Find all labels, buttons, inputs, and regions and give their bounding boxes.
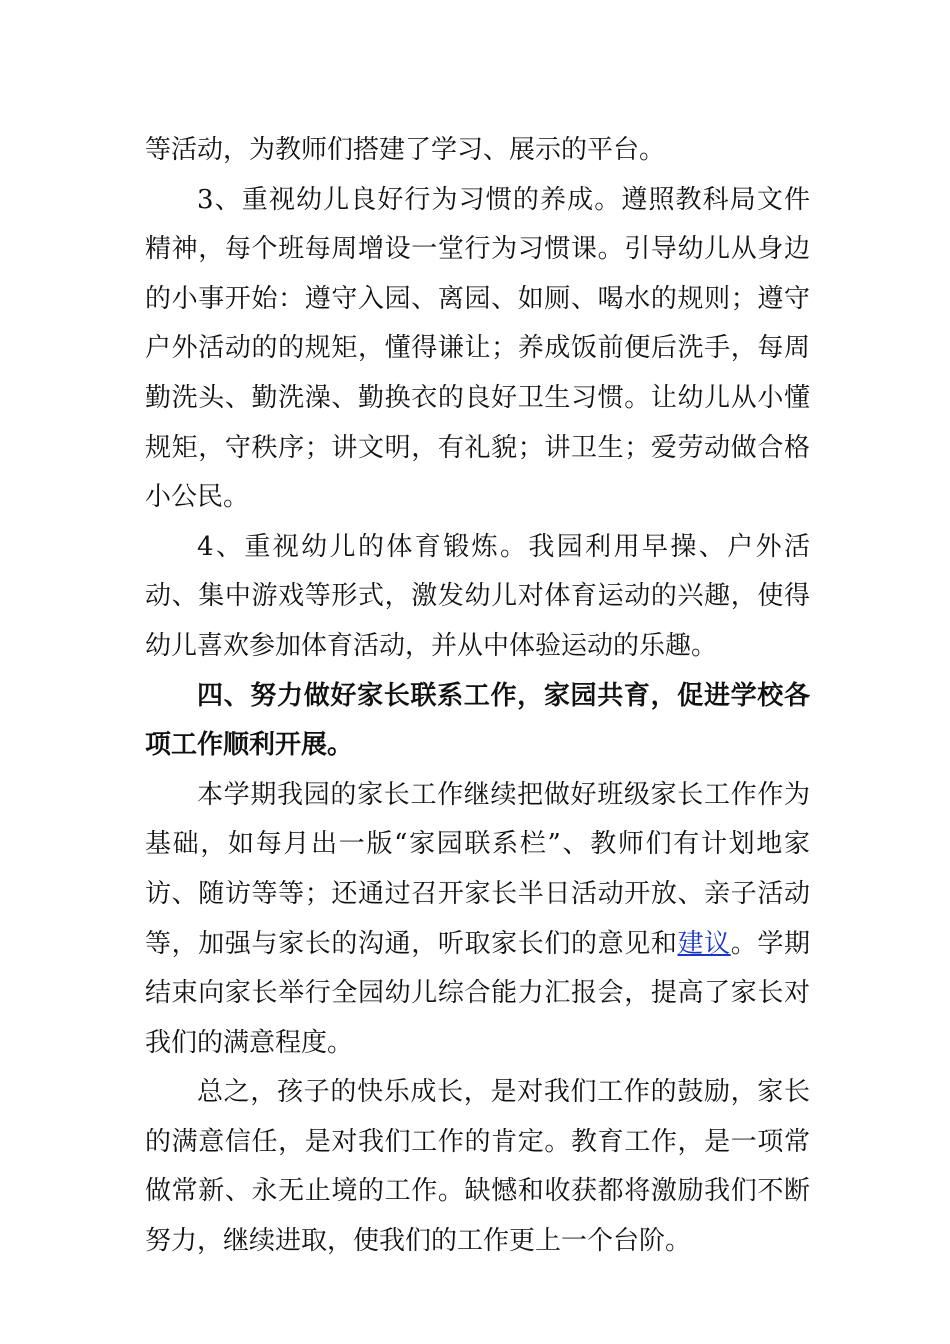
- document-body: [145, 126, 810, 1267]
- paragraph-parent-work-text-1: 本学期我园的家长工作继续把做好班级家长工作作为基础，如每月出一版“家园联系栏”、教师们有计划地家访、随访等等；还通过召开家长半日活动开放、亲子活动等，加强与家长的沟通，听取家长们的意见和: [145, 779, 810, 959]
- paragraph-parent-work-text-2: 。学期结束向家长举行全园幼儿综合能力汇报会，提高了家长对我们的满意程度。: [145, 928, 810, 1058]
- paragraph-conclusion: 总之，孩子的快乐成长，是对我们工作的鼓励，家长的满意信任，是对我们工作的肯定。教育工作，是一项常做常新、永无止境的工作。缺憾和收获都将激励我们不断努力，继续进取，使我们的工作更上一个台阶。: [145, 1077, 810, 1257]
- paragraph-parent-work: [145, 771, 810, 1069]
- paragraph-activities-platform: 等活动，为教师们搭建了学习、展示的平台。: [145, 135, 666, 165]
- paragraph-behavior-habits: 3、重视幼儿良好行为习惯的养成。遵照教科局文件精神，每个班每周增设一堂行为习惯课。引导幼儿从身边的小事开始：遵守入园、离园、如厕、喝水的规则；遵守户外活动的的规矩，懂得谦让；养成饭前便后洗手，每周勤洗头、勤洗澡、勤换衣的良好卫生习惯。让幼儿从小懂规矩，守秩序；讲文明，有礼貌；讲卫生；爱劳动做合格小公民。: [145, 184, 810, 513]
- paragraph-physical-exercise: 4、重视幼儿的体育锻炼。我园利用早操、户外活动、集中游戏等形式，激发幼儿对体育运动的兴趣，使得幼儿喜欢参加体育活动，并从中体验运动的乐趣。: [145, 531, 810, 661]
- section-heading-parent-contact: 四、努力做好家长联系工作，家园共育，促进学校各项工作顺利开展。: [145, 680, 810, 761]
- suggestion-link[interactable]: 建议: [677, 928, 731, 959]
